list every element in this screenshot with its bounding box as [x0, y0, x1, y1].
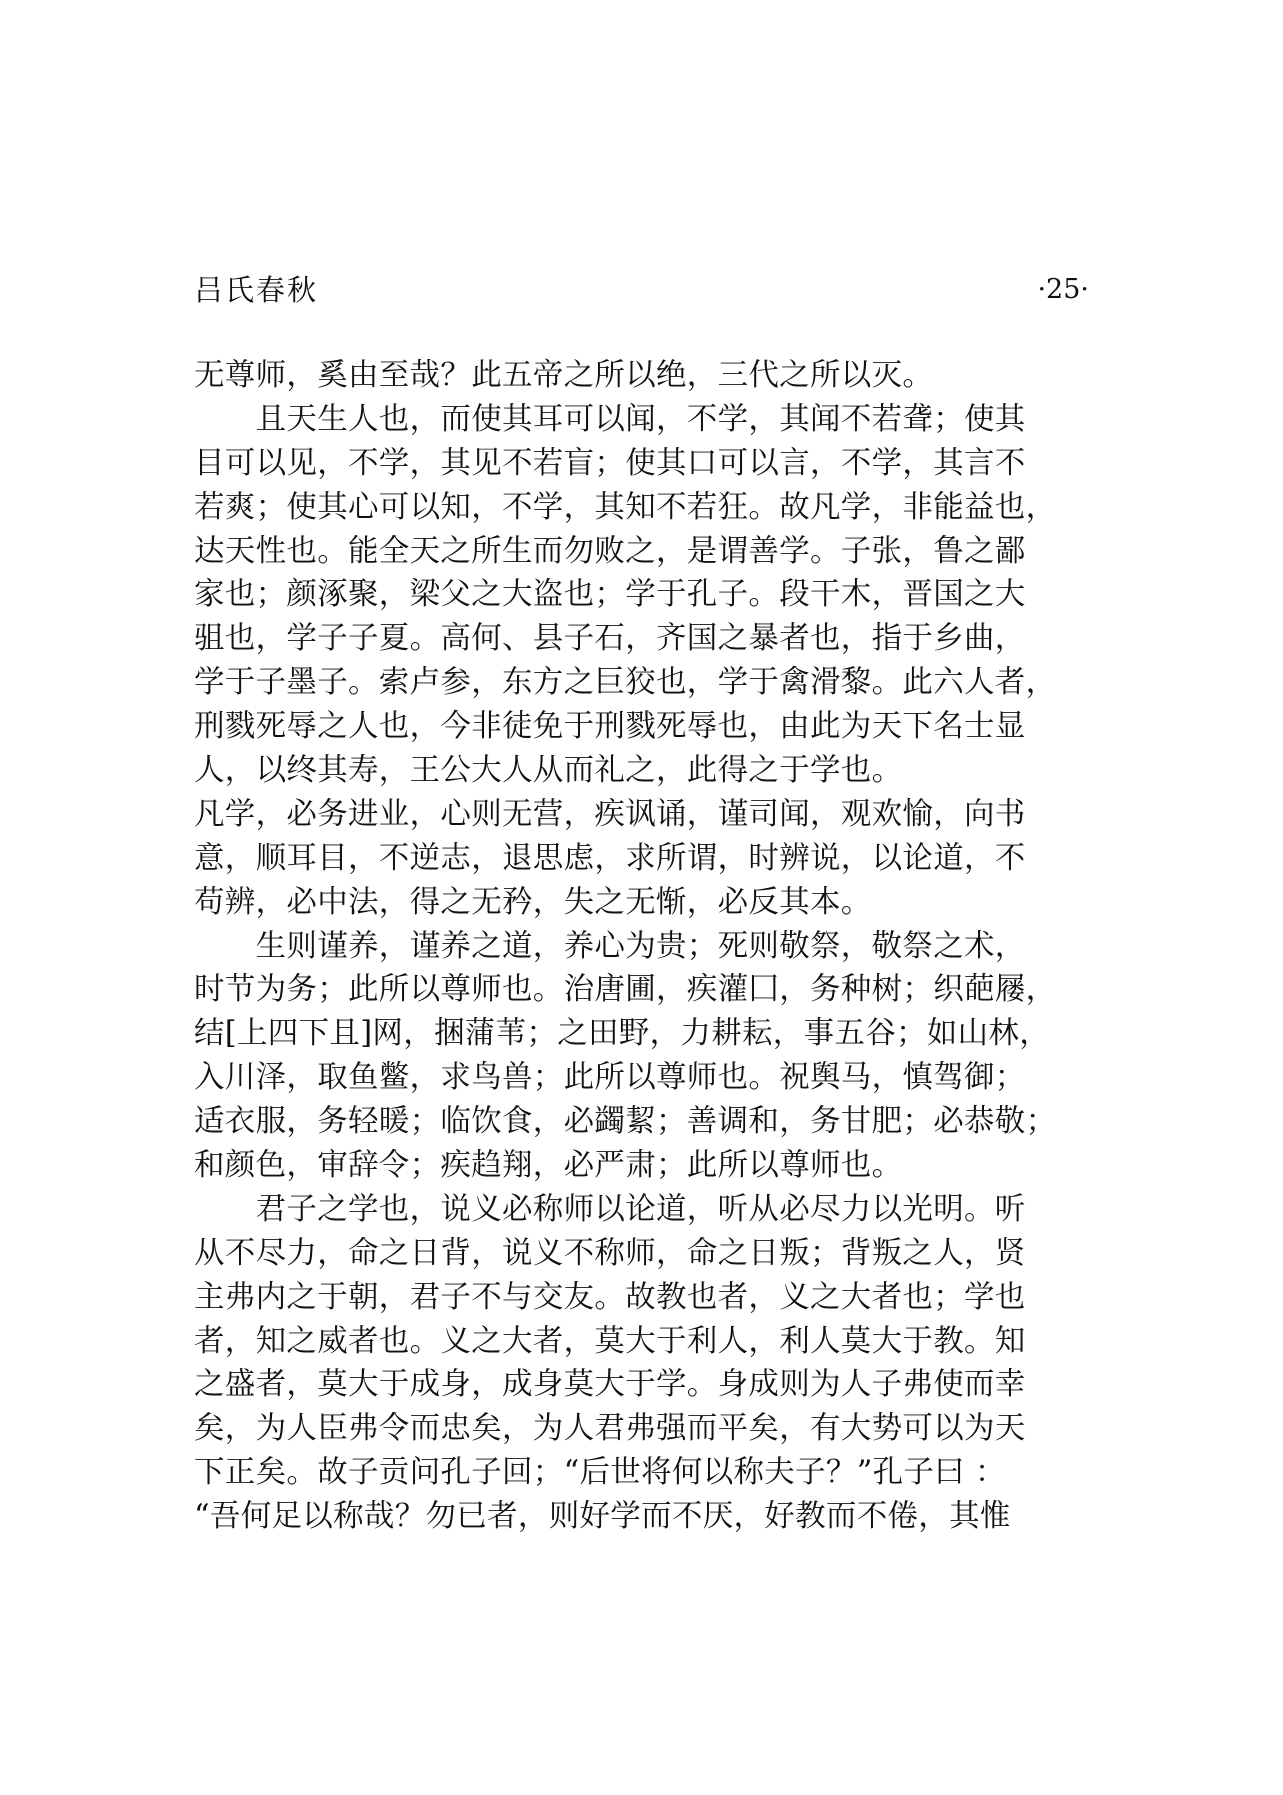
text-line: 和颜色，审辞令；疾趋翔，必严肃；此所以尊师也。	[194, 1148, 903, 1184]
book-title: 吕氏春秋	[194, 273, 319, 307]
text-line: 凡学，必务进业，心则无营，疾讽诵，谨司闻，观欢愉，向书	[194, 796, 1026, 832]
text-line: 达天性也。能全天之所生而勿败之，是谓善学。子张，鲁之鄙	[194, 533, 1026, 569]
text-line: 刑戮死辱之人也，今非徒免于刑戮死辱也，由此为天下名士显	[194, 709, 1026, 745]
text-line: 下正矣。故子贡问孔子回；“后世将何以称夫子？”孔子曰 ：	[194, 1455, 1006, 1491]
text-line: “吾何足以称哉？勿已者，则好学而不厌，好教而不倦，其惟	[194, 1499, 1011, 1535]
text-line: 者，知之威者也。义之大者，莫大于利人，利人莫大于教。知	[194, 1323, 1026, 1359]
text-line: 结[上四下且]网，捆蒲苇；之田野，力耕耘，事五谷；如山林，	[194, 1016, 1050, 1052]
text-line: 若爽；使其心可以知，不学，其知不若狂。故凡学，非能益也，	[194, 489, 1057, 525]
text-line: 家也；颜涿聚，梁父之大盗也；学于孔子。段干木，晋国之大	[194, 577, 1026, 613]
text-line: 适衣服，务轻暖；临饮食，必蠲絜；善调和，务甘肥；必恭敬；	[194, 1104, 1057, 1140]
text-line: 且天生人也，而使其耳可以闻，不学，其闻不若聋；使其	[194, 401, 1026, 437]
text-line: 君子之学也，说义必称师以论道，听从必尽力以光明。听	[194, 1191, 1026, 1227]
text-line: 目可以见，不学，其见不若盲；使其口可以言，不学，其言不	[194, 445, 1026, 481]
text-line: 无尊师，奚由至哉？此五帝之所以绝，三代之所以灭。	[194, 358, 934, 393]
text-line: 人，以终其寿，王公大人从而礼之，此得之于学也。	[194, 753, 903, 789]
text-line: 苟辨，必中法，得之无矜，失之无惭，必反其本。	[194, 884, 872, 920]
text-line: 之盛者，莫大于成身，成身莫大于学。身成则为人子弗使而幸	[194, 1367, 1026, 1403]
text-line: 从不尽力，命之日背，说义不称师，命之日叛；背叛之人，贤	[194, 1235, 1026, 1271]
text-line: 学于子墨子。索卢参，东方之巨狡也，学于禽滑黎。此六人者，	[194, 665, 1057, 701]
text-line: 矣，为人臣弗令而忠矣，为人君弗强而平矣，有大势可以为天	[194, 1411, 1026, 1447]
text-line: 生则谨养，谨养之道，养心为贵；死则敬祭，敬祭之术，	[194, 928, 1026, 964]
text-line: 时节为务；此所以尊师也。治唐圃，疾灌囗，务种树；织葩屦，	[194, 972, 1057, 1008]
text-line: 主弗内之于朝，君子不与交友。故教也者，义之大者也；学也	[194, 1279, 1026, 1315]
text-line: 意，顺耳目，不逆志，退思虑，求所谓，时辨说，以论道，不	[194, 840, 1026, 876]
text-line: 入川泽，取鱼鳖，求鸟兽；此所以尊师也。祝舆马，慎驾御；	[194, 1060, 1026, 1096]
body-text	[194, 354, 1089, 1539]
page-number: ·25·	[1037, 274, 1089, 305]
running-header	[194, 268, 1089, 312]
text-line: 驵也，学子子夏。高何、县子石，齐国之暴者也，指于乡曲，	[194, 621, 1026, 657]
